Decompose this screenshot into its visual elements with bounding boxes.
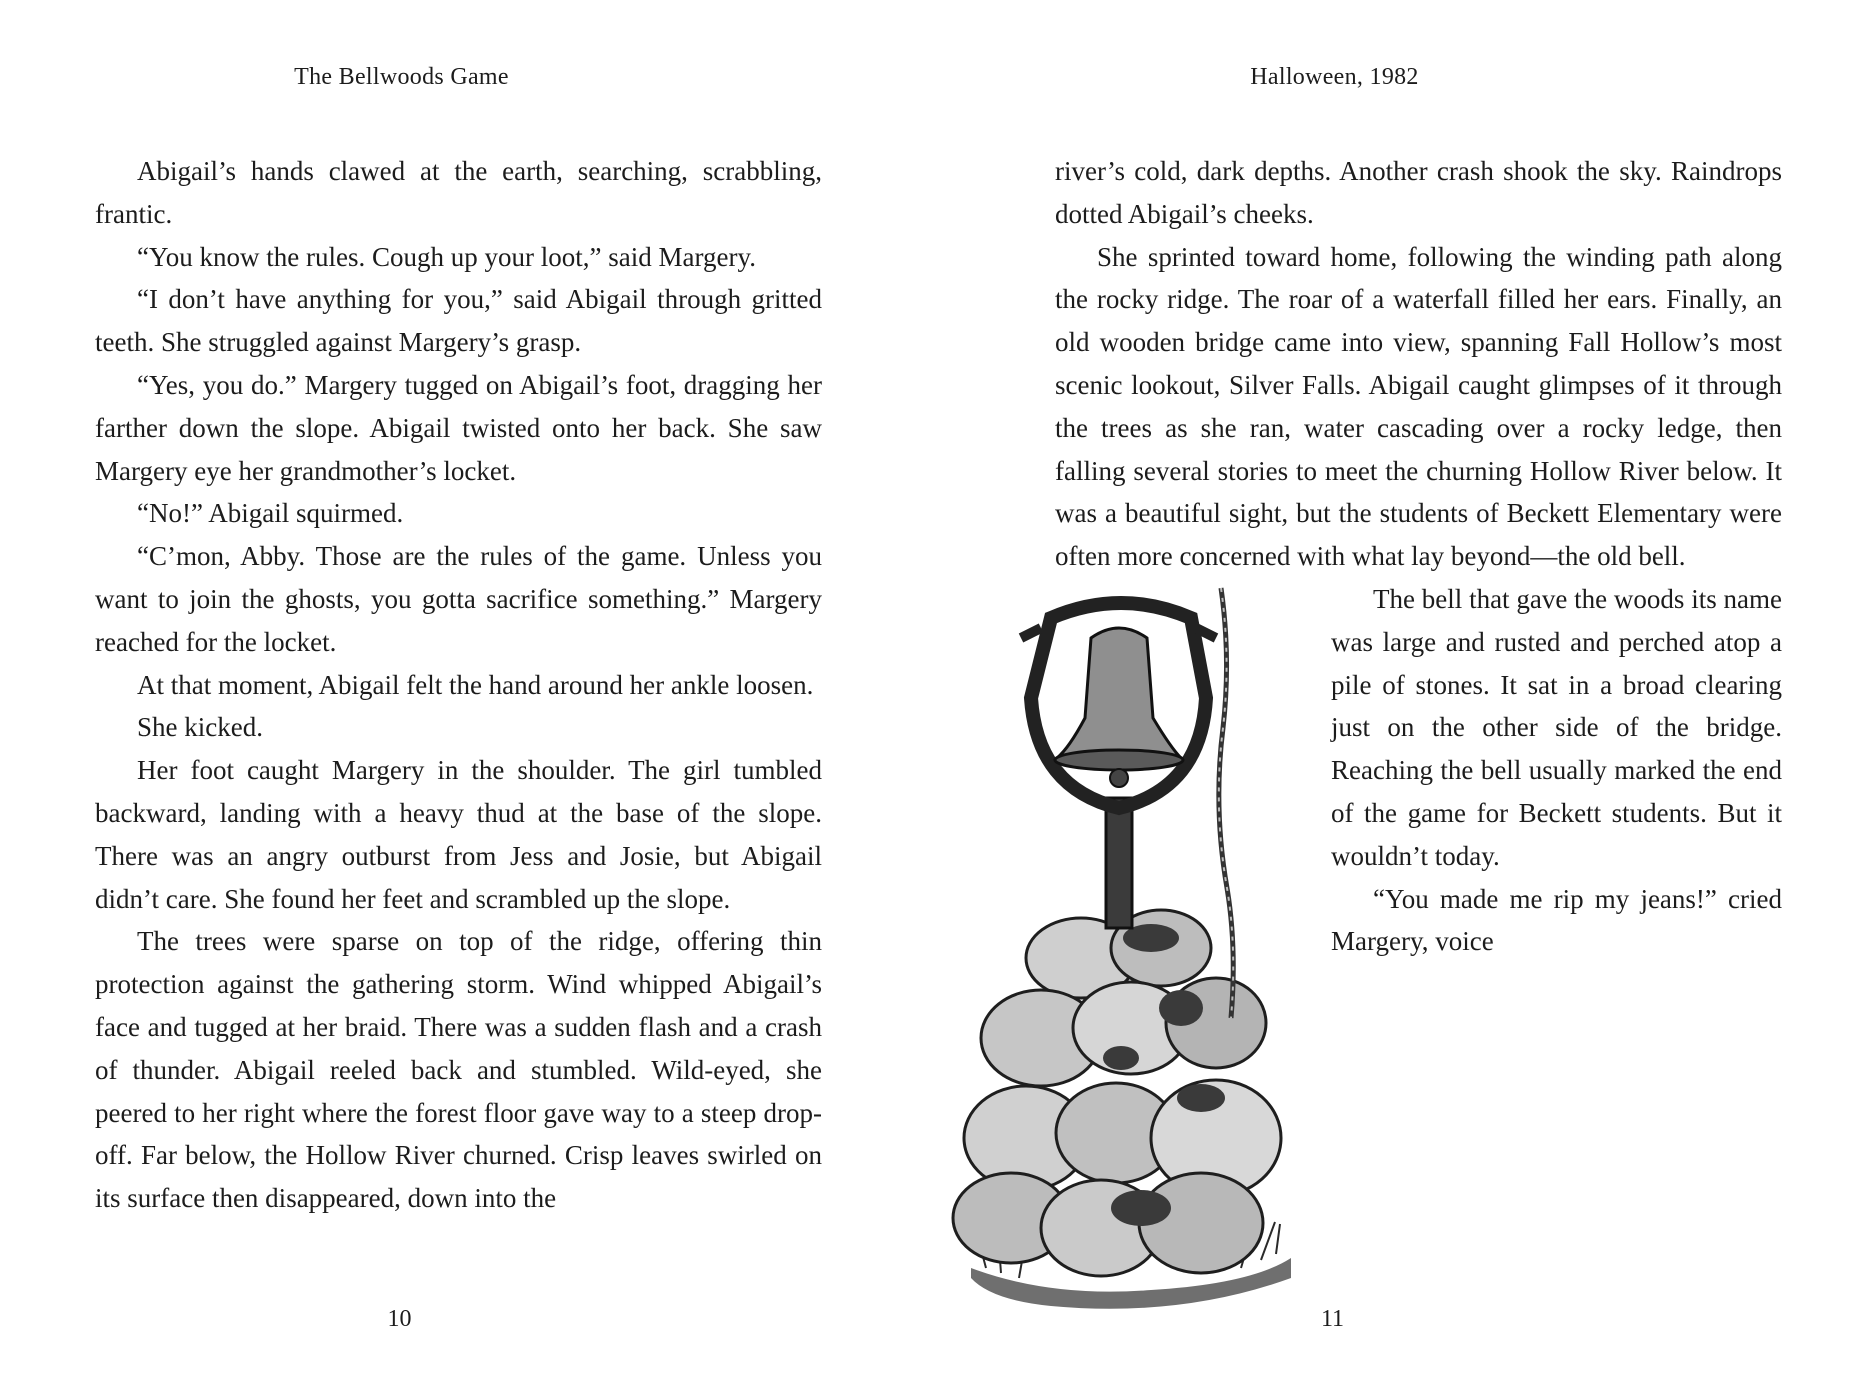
running-head-right: Halloween, 1982 [1250, 64, 1419, 90]
right-page [931, 0, 1862, 1396]
running-head-left: The Bellwoods Game [294, 64, 509, 90]
paragraph: “You made me rip my jeans!” cried Margery, voice [1331, 883, 1782, 957]
paragraph: She kicked. [137, 712, 263, 743]
paragraph: The trees were sparse on top of the ridge, offering thin protection against the gathering storm. Wind whipped Abigail’s face and tugged at her braid. There was a sudden flash and a crash of thunder. Abigail reeled back and stumbled. Wild-eyed, she peered to her right where the forest floor gave way to a steep drop-off. Far below, the Hollow River churned. Crisp leaves swirled on its surface then disappeared, down into the [95, 926, 822, 1214]
paragraph: She sprinted toward home, following the winding path along the rocky ridge. The roar of a waterfall filled her ears. Finally, an old wooden bridge came into view, spanning Fall Hollow’s most scenic lookout, Silver Falls. Abigail caught glimpses of it through the trees as she ran, water cascading over a rocky ledge, then falling several stories to meet the churning Hollow River below. It was a beautiful sight, but the students of Beckett Elementary were often more concerned with what lay beyond—the old bell. [1055, 241, 1782, 572]
page-number-right: 11 [1320, 1306, 1345, 1332]
right-page-body [1055, 150, 1782, 1318]
paragraph: Abigail’s hands clawed at the earth, searching, scrabbling, frantic. [95, 156, 822, 229]
paragraph: “I don’t have anything for you,” said Abigail through gritted teeth. She struggled against Margery’s grasp. [95, 284, 822, 358]
left-page-body [95, 150, 822, 1220]
paragraph: river’s cold, dark depths. Another crash shook the sky. Raindrops dotted Abigail’s cheeks. [1055, 156, 1782, 229]
paragraph: “Yes, you do.” Margery tugged on Abigail’s foot, dragging her farther down the slope. Abigail twisted onto her back. She saw Margery eye her grandmother’s locket. [95, 369, 822, 486]
paragraph: Her foot caught Margery in the shoulder. The girl tumbled backward, landing with a heavy thud at the base of the slope. There was an angry outburst from Jess and Josie, but Abigail didn’t care. She found her feet and scrambled up the slope. [95, 755, 822, 914]
paragraph: “You know the rules. Cough up your loot,” said Margery. [137, 241, 756, 272]
page-number-left: 10 [387, 1306, 412, 1332]
paragraph: The bell that gave the woods its name was large and rusted and perched atop a pile of stones. It sat in a broad clearing just on the other side of the bridge. Reaching the bell usually marked the end of the game for Beckett students. But it wouldn’t today. [1331, 583, 1782, 871]
bell-on-stones-illustration [931, 578, 1331, 1318]
paragraph: At that moment, Abigail felt the hand around her ankle loosen. [137, 669, 814, 700]
paragraph: “No!” Abigail squirmed. [137, 498, 404, 529]
paragraph: “C’mon, Abby. Those are the rules of the game. Unless you want to join the ghosts, you gotta sacrifice something.” Margery reached for the locket. [95, 541, 822, 657]
